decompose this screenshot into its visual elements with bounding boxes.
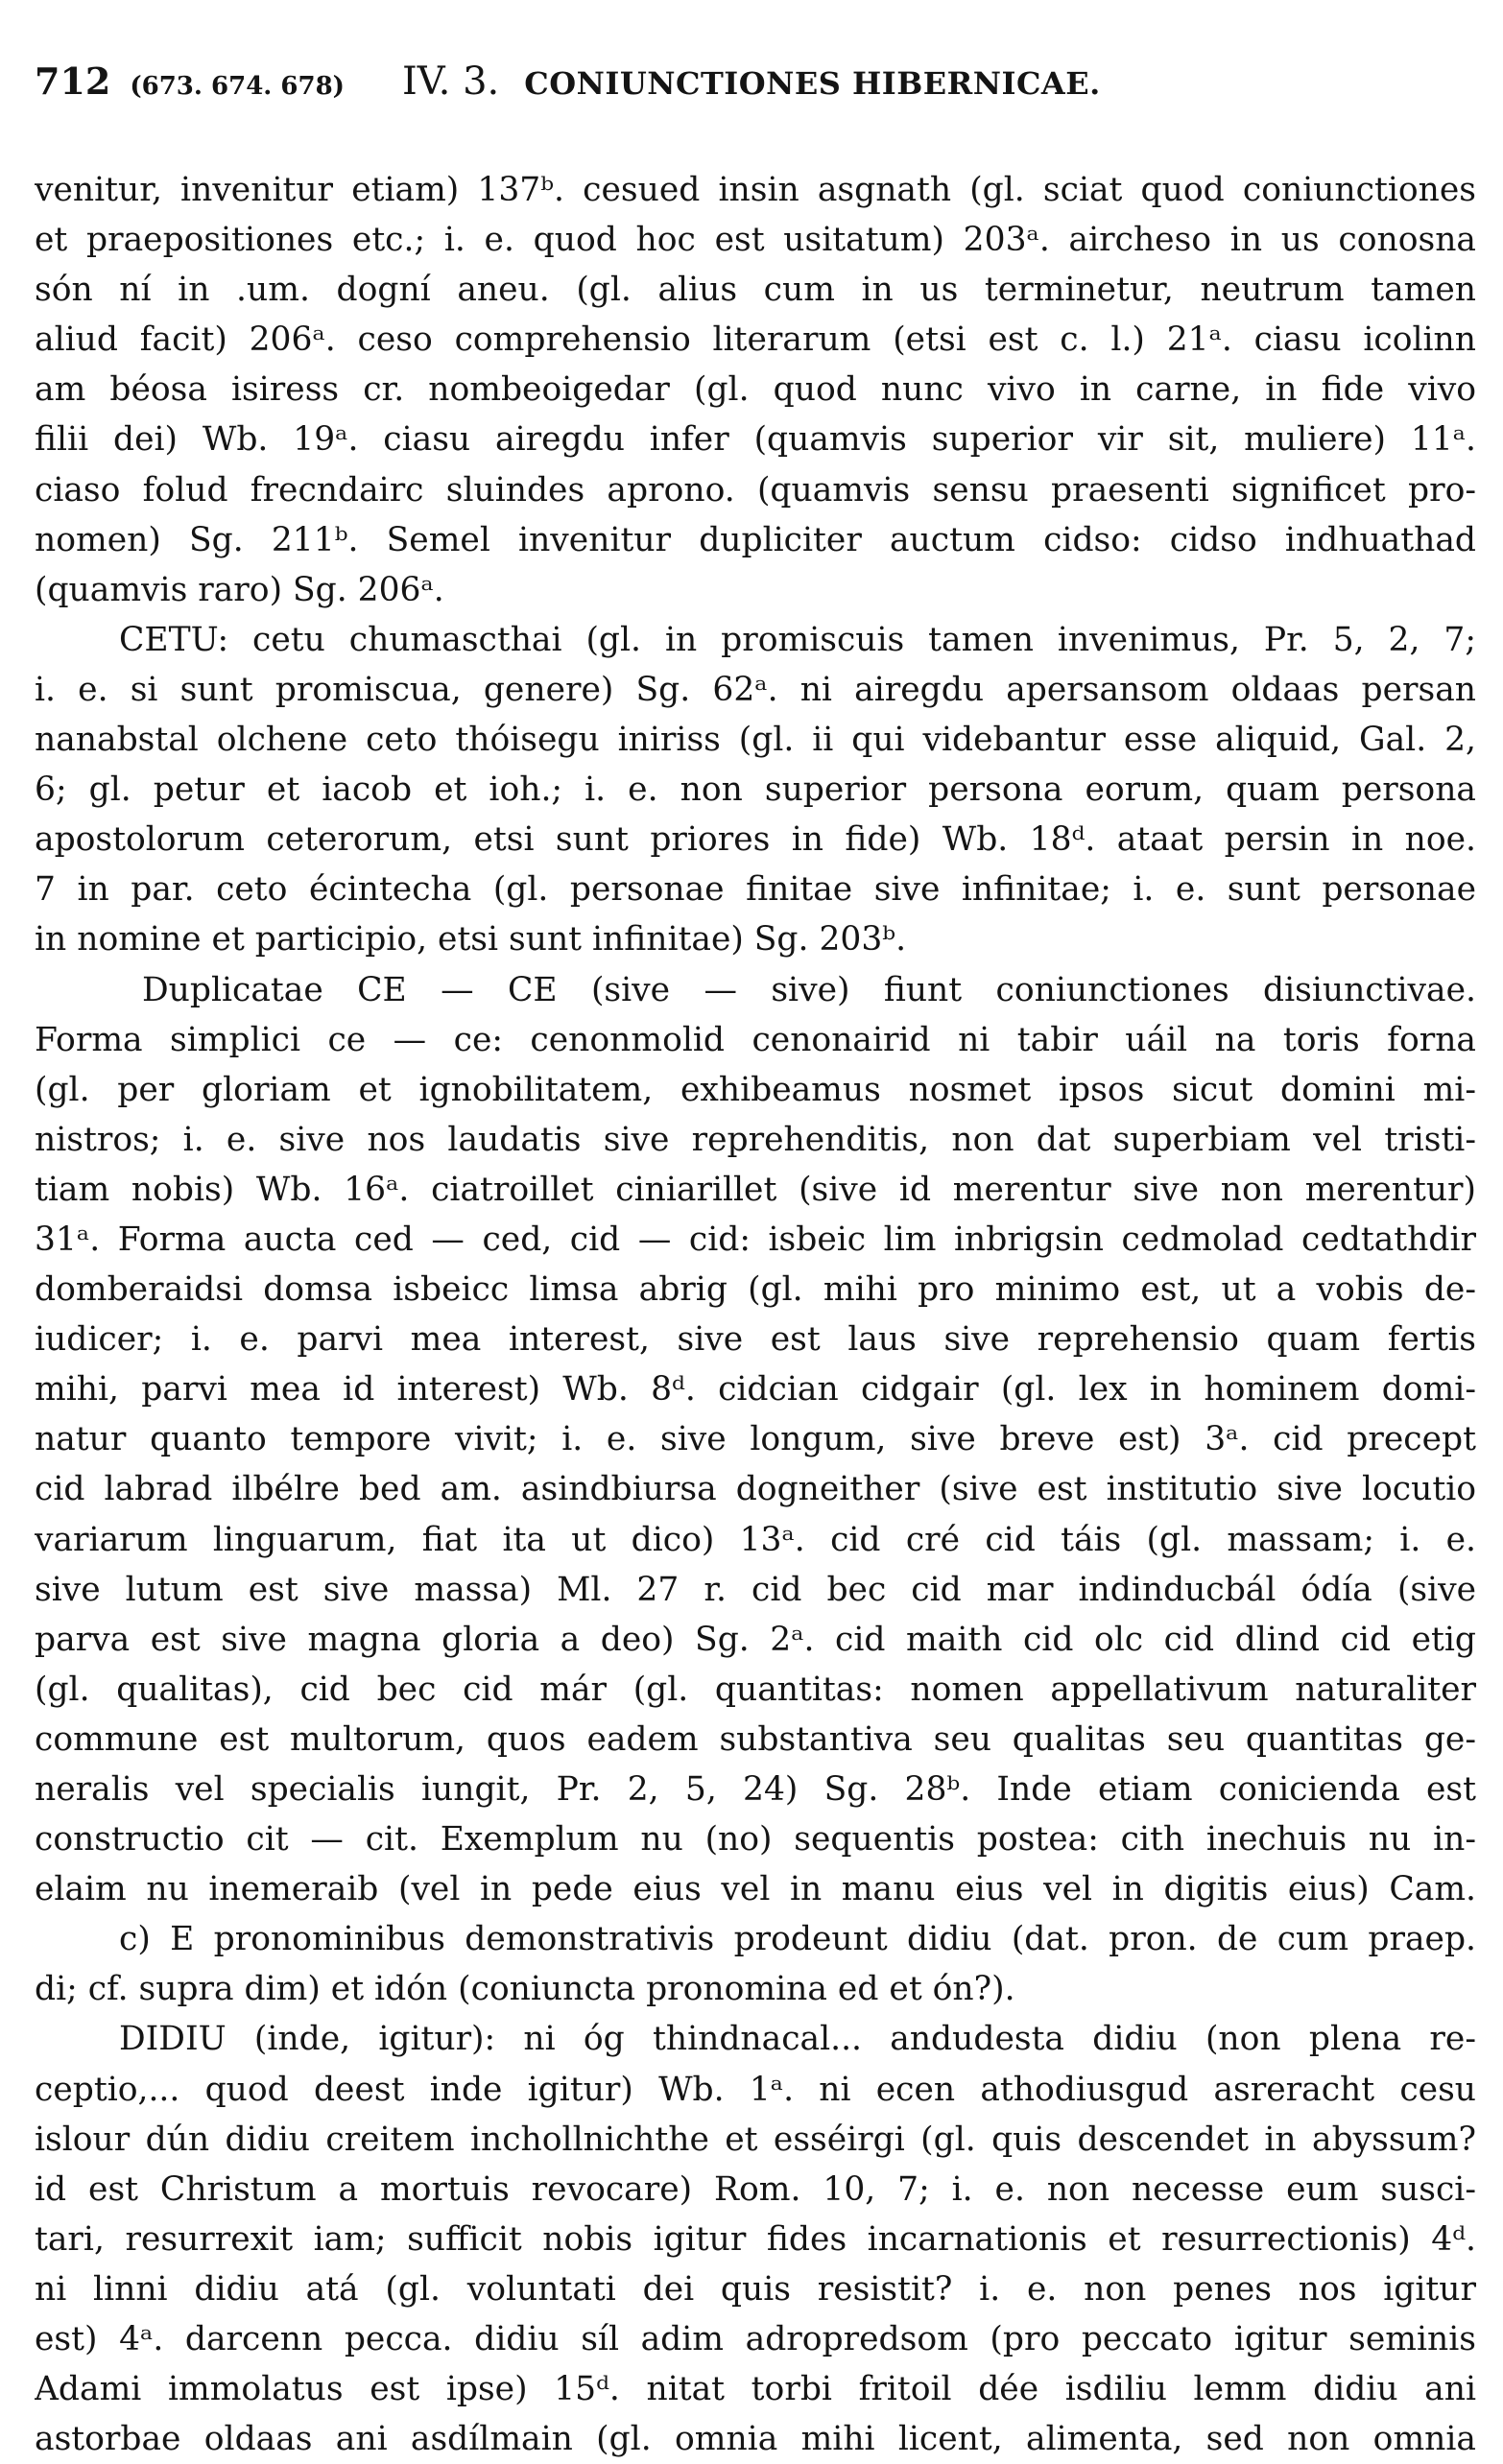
text-line: elaim nu inemeraib (vel in pede eius vel in manu eius vel in digitis eius) Cam. — [35, 1870, 1476, 1909]
page-number: 712 — [35, 59, 111, 103]
text-line: nomen) Sg. 211ᵇ. Semel invenitur dupliciter auctum cidso: cidso indhuathad — [35, 520, 1476, 559]
text-line: i. e. si sunt promiscua, genere) Sg. 62ᵃ. ni airegdu apersansom oldaas persan — [35, 670, 1476, 709]
running-head — [35, 59, 1476, 107]
running-title: CONIUNCTIONES HIBERNICAE. — [524, 65, 1101, 102]
text-line: et praepositiones etc.; i. e. quod hoc est usitatum) 203ᵃ. aircheso in us conosna — [35, 221, 1476, 260]
text-line: aliud facit) 206ᵃ. ceso comprehensio literarum (etsi est c. l.) 21ᵃ. ciasu icolinn — [35, 320, 1476, 360]
text-line: Adami immolatus est ipse) 15ᵈ. nitat torbi fritoil dée isdiliu lemm didiu ani — [35, 2370, 1476, 2409]
text-line: domberaidsi domsa isbeicc limsa abrig (gl. mihi pro minimo est, ut a vobis de- — [35, 1270, 1476, 1310]
text-line: commune est multorum, quos eadem substantiva seu qualitas seu quantitas ge- — [35, 1719, 1476, 1759]
text-line: nistros; i. e. sive nos laudatis sive reprehenditis, non dat superbiam vel tristi- — [35, 1120, 1476, 1159]
text-line: neralis vel specialis iungit, Pr. 2, 5, 24) Sg. 28ᵇ. Inde etiam conicienda est — [35, 1770, 1476, 1809]
text-line: tari, resurrexit iam; sufficit nobis igitur fides incarnationis et resurrectionis) 4ᵈ. — [35, 2219, 1476, 2259]
text-line: (gl. qualitas), cid bec cid már (gl. quantitas: nomen appellativum naturaliter — [35, 1670, 1476, 1709]
text-line: 31ᵃ. Forma aucta ced — ced, cid — cid: isbeic lim inbrigsin cedmolad cedtathdir — [35, 1220, 1476, 1259]
text-line: constructio cit — cit. Exemplum nu (no) sequentis postea: cith inechuis nu in- — [35, 1820, 1476, 1860]
text-line: c) E pronominibus demonstrativis prodeunt didiu (dat. pron. de cum praep. — [119, 1920, 1476, 1959]
text-line: Forma simplici ce — ce: cenonmolid cenonairid ni tabir uáil na toris forna — [35, 1020, 1476, 1059]
text-line: nanabstal olchene ceto thóisegu iniriss (gl. ii qui videbantur esse aliquid, Gal. 2, — [35, 721, 1476, 760]
text-line: natur quanto tempore vivit; i. e. sive longum, sive breve est) 3ᵃ. cid precept — [35, 1420, 1476, 1459]
text-line: (gl. per gloriam et ignobilitatem, exhibeamus nosmet ipsos sicut domini mi- — [35, 1070, 1476, 1109]
text-line: astorbae oldaas ani asdílmain (gl. omnia mihi licent, alimenta, sed non omnia — [35, 2420, 1476, 2459]
text-line: id est Christum a mortuis revocare) Rom. 10, 7; i. e. non necesse eum susci- — [35, 2169, 1476, 2209]
header-refs: (673. 674. 678) — [130, 72, 345, 101]
text-line: DIDIU (inde, igitur): ni óg thindnacal... andudesta didiu (non plena re- — [119, 2020, 1476, 2059]
text-line: ni linni didiu atá (gl. voluntati dei quis resistit? i. e. non penes nos igitur — [35, 2269, 1476, 2309]
text-line: variarum linguarum, fiat ita ut dico) 13ᵃ. cid cré cid táis (gl. massam; i. e. — [35, 1520, 1476, 1559]
text-line: apostolorum ceterorum, etsi sunt priores in fide) Wb. 18ᵈ. ataat persin in noe. — [35, 820, 1476, 860]
text-line: ceptio,... quod deest inde igitur) Wb. 1ᵃ. ni ecen athodiusgud asreracht cesu — [35, 2070, 1476, 2109]
text-line: CETU: cetu chumascthai (gl. in promiscuis tamen invenimus, Pr. 5, 2, 7; — [119, 620, 1476, 659]
text-line: venitur, invenitur etiam) 137ᵇ. cesued insin asgnath (gl. sciat quod coniunctiones — [35, 171, 1476, 209]
text-line: sive lutum est sive massa) Ml. 27 r. cid bec cid mar indinducbál ódía (sive — [35, 1570, 1476, 1609]
text-line: parva est sive magna gloria a deo) Sg. 2ᵃ. cid maith cid olc cid dlind cid etig — [35, 1620, 1476, 1659]
text-line: Duplicatae CE — CE (sive — sive) fiunt coniunctiones disiunctivae. — [142, 970, 1476, 1009]
text-line: cid labrad ilbélre bed am. asindbiursa dogneither (sive est institutio sive locutio — [35, 1470, 1476, 1509]
text-line: am béosa isiress cr. nombeoigedar (gl. quod nunc vivo in carne, in fide vivo — [35, 370, 1476, 410]
text-line: di; cf. supra dim) et idón (coniuncta pronomina ed et ón?). — [35, 1970, 1015, 2009]
text-line: ciaso folud frecndairc sluindes aprono. (quamvis sensu praesenti significet pro- — [35, 470, 1476, 509]
text-line: in nomine et participio, etsi sunt infinitae) Sg. 203ᵇ. — [35, 920, 907, 960]
body-text — [35, 165, 1476, 2464]
text-line: islour dún didiu creitem inchollnichthe et esséirgi (gl. quis descendet in abyssum? — [35, 2120, 1476, 2159]
section-number: IV. 3. — [401, 59, 500, 104]
text-line: iudicer; i. e. parvi mea interest, sive est laus sive reprehensio quam fertis — [35, 1320, 1476, 1360]
text-line: filii dei) Wb. 19ᵃ. ciasu airegdu infer (quamvis superior vir sit, muliere) 11ᵃ. — [35, 420, 1476, 460]
text-line: 7 in par. ceto écintecha (gl. personae finitae sive infinitae; i. e. sunt personae — [35, 870, 1476, 910]
text-line: mihi, parvi mea id interest) Wb. 8ᵈ. cidcian cidgair (gl. lex in hominem domi- — [35, 1370, 1476, 1410]
text-line: són ní in .um. dogní aneu. (gl. alius cum in us terminetur, neutrum tamen — [35, 271, 1476, 310]
text-line: est) 4ᵃ. darcenn pecca. didiu síl adim adropredsom (pro peccato igitur seminis — [35, 2320, 1476, 2359]
text-line: (quamvis raro) Sg. 206ᵃ. — [35, 570, 444, 609]
text-line: tiam nobis) Wb. 16ᵃ. ciatroillet ciniarillet (sive id merentur sive non merentur) — [35, 1170, 1476, 1209]
text-line: 6; gl. petur et iacob et ioh.; i. e. non superior persona eorum, quam persona — [35, 770, 1476, 810]
